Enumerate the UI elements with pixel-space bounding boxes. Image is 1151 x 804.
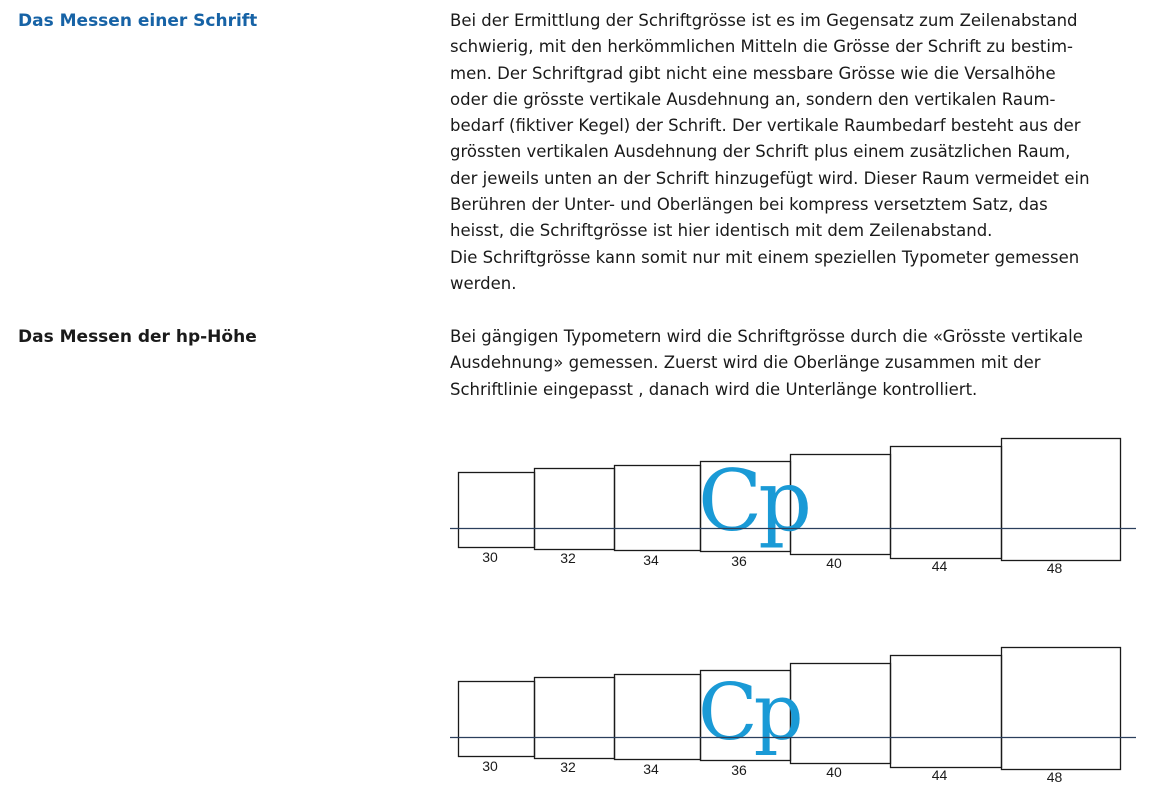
typometer-box-32 [535,678,615,759]
typometer-box-34 [615,466,701,551]
typometer-svg-1 [450,434,1136,586]
size-label-34: 34 [643,761,659,777]
size-label-48: 48 [1046,560,1063,576]
paragraph-line: Ausdehnung» gemessen. Zuerst wird die Oberlänge zusammen mit der [450,353,1041,373]
typometer-box-44 [891,447,1002,559]
size-label-44: 44 [931,558,948,574]
size-label-40: 40 [826,764,842,780]
typometer-box-30 [459,682,535,757]
typometer-box-32 [535,469,615,550]
paragraph-line: Bei der Ermittlung der Schriftgrösse ist es im Gegensatz zum Zeilenabstand [450,11,1078,30]
size-label-32: 32 [560,550,576,566]
size-label-48: 48 [1046,769,1063,785]
paragraph-line: schwierig, mit den herkömmlichen Mitteln die Grösse der Schrift zu bestim- [450,37,1074,57]
paragraph-line: Berühren der Unter- und Oberlängen bei kompress versetztem Satz, das [450,195,1048,215]
paragraph-line: Schriftlinie eingepasst , danach wird die Unterlänge kontrolliert. [450,379,978,399]
typometer-box-30 [459,473,535,548]
paragraph-line: men. Der Schriftgrad gibt nicht eine messbare Grösse wie die Versalhöhe [450,63,1056,83]
paragraph-line: heisst, die Schriftgrösse ist hier identisch mit dem Zeilenabstand. [450,221,993,241]
paragraph-line: werden. [450,273,517,293]
typometer-box-48 [1002,439,1121,561]
typometer-box-44 [891,656,1002,768]
size-label-36: 36 [731,762,747,778]
section-heading-font-measure: Das Messen einer Schrift [18,11,258,31]
size-label-30: 30 [482,758,498,774]
paragraph-line: bedarf (fiktiver Kegel) der Schrift. Der vertikale Raumbedarf besteht aus der [450,116,1081,136]
paragraph-line: grössten vertikalen Ausdehnung der Schrift plus einem zusätzlichen Raum, [450,142,1071,162]
typometer-svg-2 [450,643,1136,795]
typometer-box-40 [791,664,891,764]
section-body-hp-height [450,324,1140,403]
sample-glyphs-cp: Cp [698,452,809,550]
size-label-32: 32 [560,759,576,775]
sample-glyphs-cp: Cp [698,668,800,758]
size-label-30: 30 [482,549,498,565]
paragraph-line: Bei gängigen Typometern wird die Schriftgrösse durch die «Grösste vertikale [450,327,1083,346]
paragraph-line: Die Schriftgrösse kann somit nur mit einem speziellen Typometer gemessen [450,247,1080,267]
typometer-box-34 [615,675,701,760]
typometer-box-48 [1002,648,1121,770]
section-heading-hp-height: Das Messen der hp-Höhe [18,327,257,347]
size-label-40: 40 [826,555,842,571]
size-label-44: 44 [931,767,948,783]
typometer-diagram-hp-height [450,643,1136,795]
section-body-font-measure [450,8,1140,297]
size-label-36: 36 [731,553,747,569]
paragraph-line: der jeweils unten an der Schrift hinzugefügt wird. Dieser Raum vermeidet ein [450,168,1090,188]
paragraph-line: oder die grösste vertikale Ausdehnung an, sondern den vertikalen Raum- [450,89,1056,109]
typometer-diagram-font-size [450,434,1136,586]
size-label-34: 34 [643,552,659,568]
